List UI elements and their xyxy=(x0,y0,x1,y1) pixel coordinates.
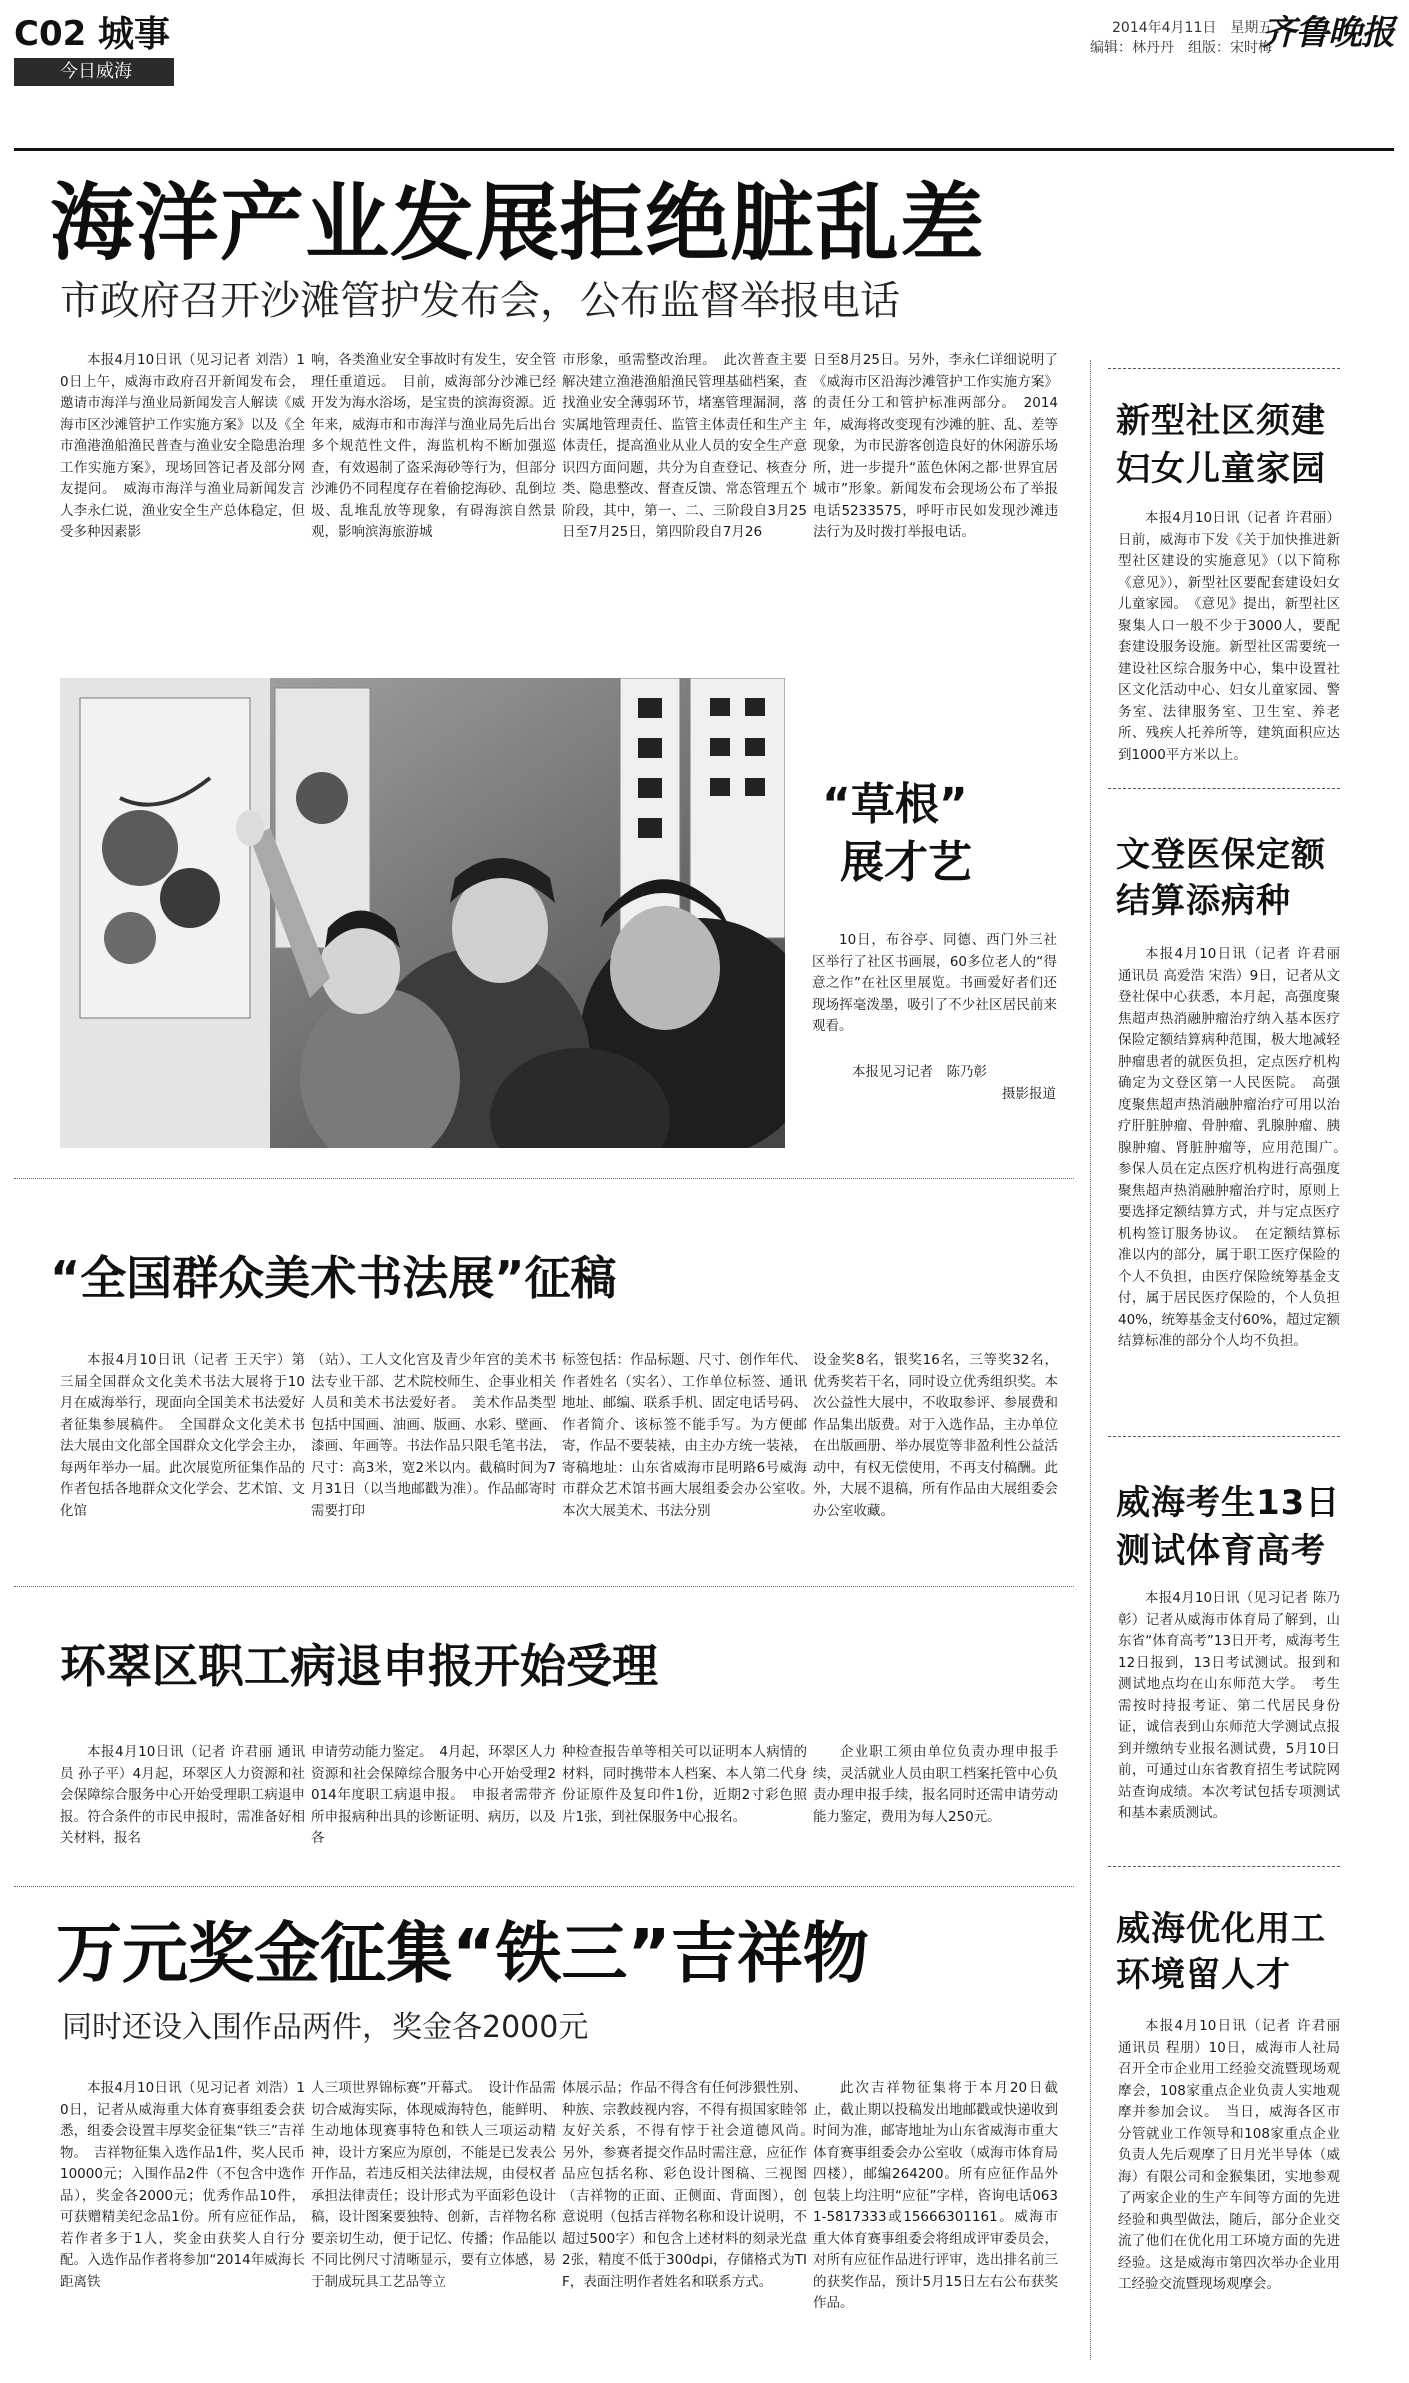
mascot-column-1 xyxy=(60,2078,305,2372)
mascot-text-1: 本报4月10日讯（见习记者 刘浩）10日，记者从威海重大体育赛事组委会获悉，组委会设置丰厚奖金征集“铁三”吉祥物。 吉祥物征集入选作品1件，奖人民币10000元；入围作品2件（不包含中选作品），奖金各2000元；优秀作品10件，可获赠精美纪念品1份。所有应征作品，若作者多于1人，奖金由获奖人自行分配。入选作品作者将参加“2014年威海长距离铁 xyxy=(60,2080,305,2290)
photo-illustration xyxy=(60,678,785,1148)
sidebar-text-3: 本报4月10日讯（见习记者 陈乃彰）记者从威海市体育局了解到，山东省“体育高考”13日开考，威海考生12日报到，13日考试测试。报到和测试地点均在山东师范大学。 考生需按时持报考证、第二代居民身份证，诚信表到山东师范大学测试点报到并缴纳专业报名测试费，5月10日前，可通过山东省教育招生考试院网站查询成绩。本次考试包括专项测试和基本素质测试。 xyxy=(1118,1590,1340,1821)
sidebar-divider xyxy=(1090,360,1091,2360)
sidebar-rule-1 xyxy=(1108,368,1340,369)
sidebar-title-3b: 测试体育高考 xyxy=(1116,1531,1326,1571)
art-column-2 xyxy=(311,1350,556,1580)
photo-caption-block xyxy=(812,930,1057,1038)
disease-column-3 xyxy=(562,1742,807,1872)
mascot-text-4: 此次吉祥物征集将于本月20日截止，截止期以投稿发出地邮戳或快递收到时间为准，邮寄地址为山东省威海市重大体育赛事组委会办公室收（威海市体育局四楼），邮编264200。所有应征作品外包装上均注明“应征”字样，咨询电话0631-5817333或15666301161。威海市重大体育赛事组委会将组成评审委员会，对所有应征作品进行评审，选出排名前三的获奖作品，预计5月15日左右公布获奖作品。 xyxy=(813,2080,1058,2311)
disease-text-2: 申请劳动能力鉴定。 4月起，环翠区人力资源和社会保障综合服务中心开始受理2014年度职工病退申报。 申报者需带齐所申报病种出具的诊断证明、病历，以及各 xyxy=(311,1744,556,1846)
photo-caption: 10日，布谷亭、同德、西门外三社区举行了社区书画展，60多位老人的“得意之作”在社区里展览。书画爱好者们还现场挥毫泼墨，吸引了不少社区居民前来观看。 xyxy=(812,932,1057,1034)
lead-column-1 xyxy=(60,350,305,650)
lead-text-2: 响，各类渔业安全事故时有发生，安全管理任重道远。 目前，威海部分沙滩已经开发为海水浴场，是宝贵的滨海资源。近年来，威海市和市海洋与渔业局先后出台多个规范性文件，海监机构不断加强巡查，有效遏制了盗采海砂等行为，但部分沙滩仍不同程度存在着偷挖海砂、乱倒垃圾、乱堆乱放等现象，有碍海滨自然景观，影响滨海旅游城 xyxy=(311,352,556,540)
newspaper-logo: 齐鲁晚报 xyxy=(1262,13,1394,53)
mascot-headline: 万元奖金征集“铁三”吉祥物 xyxy=(56,1915,869,1992)
disease-text-4: 企业职工须由单位负责办理申报手续，灵活就业人员由职工档案托管中心负责办理申报手续，报名同时还需申请劳动能力鉴定，费用为每人250元。 xyxy=(813,1744,1058,1825)
disease-headline: 环翠区职工病退申报开始受理 xyxy=(60,1639,658,1693)
sidebar-rule-2 xyxy=(1108,788,1340,789)
art-text-1: 本报4月10日讯（记者 王天宇）第三届全国群众文化美术书法大展将于10月在威海举行，现面向全国美术书法爱好者征集参展稿件。 全国群众文化美术书法大展由文化部全国群众文化学会主办，每两年举办一届。此次展览所征集作品的作者包括各地群众文化学会、艺术馆、文化馆 xyxy=(60,1352,305,1519)
disease-text-3: 种检查报告单等相关可以证明本人病情的材料，同时携带本人档案、本人第二代身份证原件及复印件1份，近期2寸彩色照片1张，到社保服务中心报名。 xyxy=(562,1744,807,1825)
art-column-1 xyxy=(60,1350,305,1580)
mascot-column-3 xyxy=(562,2078,807,2372)
lead-text-3: 市形象，亟需整改治理。 此次普查主要解决建立渔港渔船渔民管理基础档案，查找渔业安全薄弱环节，堵塞管理漏洞，落实属地管理责任、监管主体责任和生产主体责任，提高渔业从业人员的安全生产意识四方面问题，共分为自查登记、核查分类、隐患整改、督查反馈、常态管理五个阶段，其中，第一、二、三阶段自3月25日至7月25日，第四阶段自7月26 xyxy=(562,352,807,540)
calligraphy-exhibition-photo xyxy=(60,678,785,1148)
mascot-column-4 xyxy=(813,2078,1058,2372)
sidebar-title-2b: 结算添病种 xyxy=(1116,881,1291,921)
header-rule xyxy=(14,148,1394,151)
sidebar-rule-3 xyxy=(1108,1436,1340,1437)
section-name: 城事 xyxy=(98,13,171,55)
sidebar-title-3a: 威海考生13日 xyxy=(1116,1483,1341,1523)
lead-column-2 xyxy=(311,350,556,650)
sidebar-body-2 xyxy=(1118,944,1340,1404)
page-code: C02 xyxy=(14,14,87,54)
photo-credit-1: 本报见习记者 陈乃彰 xyxy=(852,1064,987,1080)
art-column-3 xyxy=(562,1350,807,1580)
mascot-text-3: 体展示品；作品不得含有任何涉猥性别、种族、宗教歧视内容，不得有损国家睦邻友好关系，不得有悖于社会道德风尚。 另外，参赛者提交作品时需注意，应征作品应包括名称、彩色设计图稿、三视图（吉祥物的正面、正侧面、背面图），创意说明（包括吉祥物名称和设计说明，不超过500字）和包含上述材料的刻录光盘2张，精度不低于300dpi，存储格式为TIF，表面注明作者姓名和联系方式。 xyxy=(562,2080,807,2290)
sidebar-text-2: 本报4月10日讯（记者 许君丽 通讯员 高爱浩 宋浩）9日，记者从文登社保中心获悉，本月起，高强度聚焦超声热消融肿瘤治疗纳入基本医疗保险定额结算病种范围，极大地减轻肿瘤患者的就医负担，定点医疗机构确定为文登区第一人民医院。 高强度聚焦超声热消融肿瘤治疗可用以治疗肝脏肿瘤、骨肿瘤、乳腺肿瘤、胰腺肿瘤、肾脏肿瘤等，应用范围广。 参保人员在定点医疗机构进行高强度聚焦超声热消融肿瘤治疗时，原则上要选择定额结算方式，并与定点医疗机构签订服务协议。 在定额结算标准以内的部分，属于职工医疗保险的个人不负担，由医疗保险统筹基金支付，属于居民医疗保险的，个人负担40%，统筹基金支付60%，超过定额结算标准的部分个人均不负担。 xyxy=(1118,946,1340,1349)
photo-story-title-line1: “草根” xyxy=(822,779,968,830)
art-text-4: 设金奖8名，银奖16名，三等奖32名，优秀奖若干名，同时设立优秀组织奖。本次公益性大展中，不收取参评、参展费和作品集出版费。对于入选作品，主办单位在出版画册、举办展览等非盈利性公益活动中，有权无偿使用，不再支付稿酬。此外，大展不退稿，所有作品由大展组委会办公室收藏。 xyxy=(813,1352,1058,1519)
divider-1 xyxy=(14,1178,1074,1179)
lead-text-1: 本报4月10日讯（见习记者 刘浩）10日上午，威海市政府召开新闻发布会，邀请市海洋与渔业局新闻发言人解读《威海市区沙滩管护工作实施方案》以及《全市渔港渔船渔民普查与渔业安全隐患治理工作实施方案》，现场回答记者及部分网友提问。 威海市海洋与渔业局新闻发言人李永仁说，渔业安全生产总体稳定，但受多种因素影 xyxy=(60,352,305,540)
mascot-text-2: 人三项世界锦标赛”开幕式。 设计作品需切合威海实际，体现威海特色，能鲜明、生动地体现赛事特色和铁人三项运动精神，设计方案应为原创，不能是已发表公开作品，若违反相关法律法规，由侵权者承担法律责任；设计形式为平面彩色设计稿，设计图案要独特、创新，吉祥物名称要亲切生动，便于记忆、传播；作品能以不同比例尺寸清晰显示，要有立体感，易于制成玩具工艺品等立 xyxy=(311,2080,556,2290)
disease-text-1: 本报4月10日讯（记者 许君丽 通讯员 孙子平）4月起，环翠区人力资源和社会保障综合服务中心开始受理职工病退申报。符合条件的市民申报时，需准备好相关材料，报名 xyxy=(60,1744,305,1846)
lead-subhead: 市政府召开沙滩管护发布会，公布监督举报电话 xyxy=(60,278,900,324)
sidebar-title-2a: 文登医保定额 xyxy=(1116,835,1326,875)
date-line: 2014年4月11日 星期五 xyxy=(1112,20,1273,36)
sidebar-text-1: 本报4月10日讯（记者 许君丽）日前，威海市下发《关于加快推进新型社区建设的实施意见》（以下简称《意见》），新型社区要配套建设妇女儿童家园。 《意见》提出，新型社区聚集人口一般不少于3000人，要配套建设服务设施。新型社区需要统一建设社区综合服务中心，集中设置社区文化活动中心、妇女儿童家园、警务室、法律服务室、卫生室、养老所、残疾人托养所等，建筑面积应达到1000平方米以上。 xyxy=(1118,510,1340,763)
subsection-label: 今日威海 xyxy=(60,61,132,82)
page-header xyxy=(0,0,1409,90)
sidebar-title-4a: 威海优化用工 xyxy=(1116,1909,1326,1949)
sidebar-body-3 xyxy=(1118,1588,1340,1848)
disease-column-1 xyxy=(60,1742,305,1872)
art-text-3: 标签包括：作品标题、尺寸、创作年代、作者姓名（实名）、工作单位标签、通讯地址、邮编、联系手机、固定电话号码、作者简介、该标签不能手写。为方便邮寄，作品不要装裱，由主办方统一装裱，寄稿地址：山东省威海市昆明路6号威海市群众艺术馆书画大展组委会办公室收。 本次大展美术、书法分别 xyxy=(562,1352,807,1519)
sidebar-body-4 xyxy=(1118,2016,1340,2371)
lead-column-3 xyxy=(562,350,807,650)
editor-line: 编辑：林丹丹 组版：宋时梅 xyxy=(1090,40,1272,56)
sidebar-title-1a: 新型社区须建 xyxy=(1116,401,1326,441)
lead-column-4 xyxy=(813,350,1058,650)
sidebar-body-1 xyxy=(1118,508,1340,773)
sidebar-title-4b: 环境留人才 xyxy=(1116,1955,1291,1995)
disease-column-4 xyxy=(813,1742,1058,1872)
divider-2 xyxy=(14,1586,1074,1587)
mascot-column-2 xyxy=(311,2078,556,2372)
sidebar-text-4: 本报4月10日讯（记者 许君丽 通讯员 程朋）10日，威海市人社局召开全市企业用工经验交流暨现场观摩会，108家重点企业负责人实地观摩并参加会议。 当日，威海各区市分管就业工作领导和108家重点企业负责人先后观摩了日月光半导体（威海）有限公司和金猴集团，实地参观了两家企业的生产车间等方面的先进经验和典型做法，随后，部分企业交流了他们在优化用工环境方面的先进经验。这是威海市第四次举办企业用工经验交流暨现场观摩会。 xyxy=(1118,2018,1340,2292)
art-text-2: （站）、工人文化宫及青少年宫的美术书法专业干部、艺术院校师生、企事业相关人员和美术书法爱好者。 美术作品类型包括中国画、油画、版画、水彩、壁画、漆画、年画等。书法作品只限毛笔书法，尺寸：高3米，宽2米以内。截稿时间为7月31日（以当地邮戳为准）。作品邮寄时需要打印 xyxy=(311,1352,556,1519)
photo-story-title-line2: 展才艺 xyxy=(840,837,972,888)
divider-3 xyxy=(14,1886,1074,1887)
disease-column-2 xyxy=(311,1742,556,1872)
lead-headline: 海洋产业发展拒绝脏乱差 xyxy=(50,174,986,272)
art-column-4 xyxy=(813,1350,1058,1580)
photo-credit-2: 摄影报道 xyxy=(1002,1086,1056,1102)
lead-text-4: 日至8月25日。另外，李永仁详细说明了《威海市区沿海沙滩管护工作实施方案》的责任分工和管护标准两部分。 2014年，威海将改变现有沙滩的脏、乱、差等现象，为市民游客创造良好的休闲游乐场所，进一步提升“蓝色休闲之都·世界宜居城市”形象。新闻发布会现场公布了举报电话5233575，呼吁市民如发现沙滩违法行为及时拨打举报电话。 xyxy=(813,352,1058,540)
sidebar-rule-4 xyxy=(1108,1866,1340,1867)
art-headline: “全国群众美术书法展”征稿 xyxy=(50,1251,617,1305)
sidebar-title-1b: 妇女儿童家园 xyxy=(1116,449,1326,489)
mascot-subhead: 同时还设入围作品两件，奖金各2000元 xyxy=(62,2010,589,2045)
